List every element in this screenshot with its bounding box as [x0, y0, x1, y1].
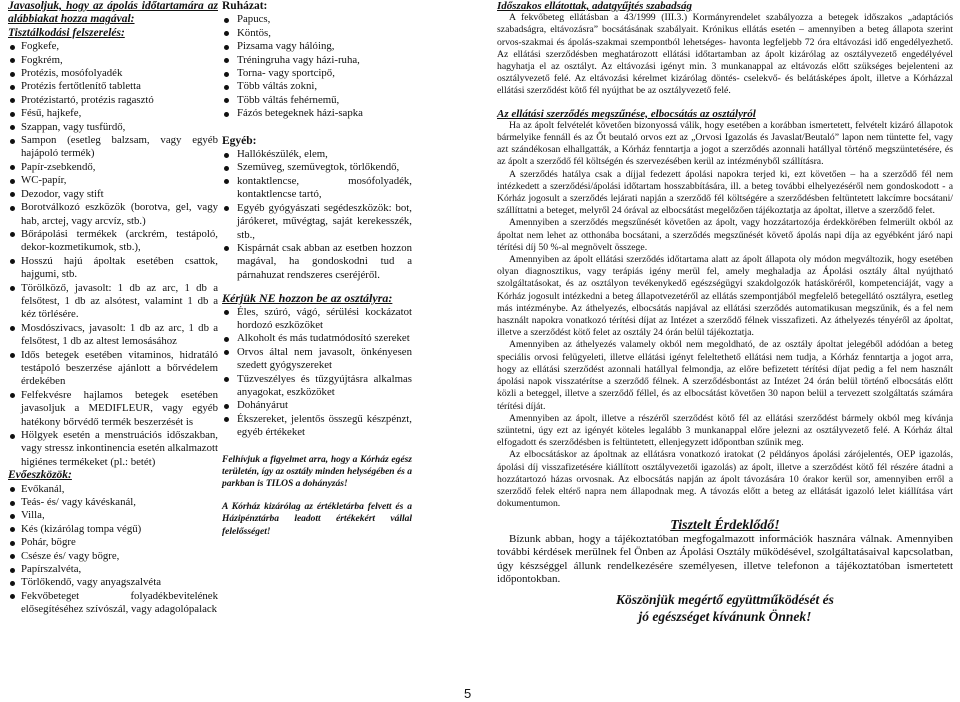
tools-item: Papírszalvéta,	[8, 563, 218, 576]
left-column	[8, 0, 218, 617]
personal-item: Protézis, mosófolyadék	[8, 67, 218, 80]
other-item: Kispárnát csak abban az esetben hozzon magával, ha gondoskodni tud a párnahuzat rendszeres cseréjéről.	[222, 242, 412, 282]
thanks-line-2: jó egészséget kívánunk Önnek!	[638, 608, 812, 624]
clothing-item: Papucs,	[222, 13, 412, 26]
termination-paragraph-6: Amennyiben az ápolt, illetve a részéről szerződést kötő fél az ellátási szerződést bármely okból meg kívánja szüntetni, úgy ezt az igényét köteles legalább 3 munkanappal előre jelezni az osztályvezető felé. A Kórház által elfogadott és szerződésben is feltüntetett, ellenjegyzett időpontban szűnik meg.	[497, 412, 953, 449]
other-item: kontaktlencse, mosófolyadék, kontaktlencse tartó,	[222, 175, 412, 202]
tools-item: Teás- és/ vagy kávéskanál,	[8, 496, 218, 509]
personal-item: Protézistartó, protézis ragasztó	[8, 94, 218, 107]
clothing-item: Több váltás zokni,	[222, 80, 412, 93]
other-item: Hallókészülék, elem,	[222, 148, 412, 161]
clothing-items-list	[222, 13, 412, 120]
clothing-item: Pizsama vagy hálóing,	[222, 40, 412, 53]
personal-item: Mosdószivacs, javasolt: 1 db az arc, 1 db a felsőtest, 1 db az altest lemosásához	[8, 322, 218, 349]
other-items-list	[222, 148, 412, 282]
dont-bring-item: Ékszereket, jelentős összegű készpénzt, egyéb értékeket	[222, 413, 412, 440]
dont-bring-item: Tűzveszélyes és tűzgyújtásra alkalmas anyagokat, eszközöket	[222, 373, 412, 400]
clothing-item: Fázós betegeknek házi-sapka	[222, 107, 412, 120]
other-item: Szemüveg, szemüvegtok, törlőkendő,	[222, 161, 412, 174]
other-item: Egyéb gyógyászati segédeszközök: bot, járókeret, művégtag, saját kerekesszék, stb.,	[222, 202, 412, 242]
tools-item: Villa,	[8, 509, 218, 522]
personal-heading: Tisztálkodási felszerelés:	[8, 26, 125, 39]
personal-item: Idős betegek esetében vitaminos, hidratáló testápoló beszerzése ajánlott a bőrvédelem érdekében	[8, 349, 218, 389]
personal-item: Sampon (esetleg balzsam, vagy egyéb hajápoló termék)	[8, 134, 218, 161]
tools-item: Kés (kizárólag tompa végű)	[8, 523, 218, 536]
dont-bring-list	[222, 306, 412, 440]
thanks-line-1: Köszönjük megértő együttműködését és	[616, 591, 834, 607]
tools-item: Csésze és/ vagy bögre,	[8, 550, 218, 563]
personal-item: Borotválkozó eszközök (borotva, gel, vagy hab, arctej, vagy arcvíz, stb.)	[8, 201, 218, 228]
termination-paragraph-2: A szerződés hatálya csak a díjjal fedezett ápolási napokra terjed ki, ezt követően – ha a szerződő fél nem intézkedett a szerződési/ápolási időtartam hosszabbítására, ill. a beteg további elhelyezéséről nem gondoskodott - a Kórház jogosult a szerződés lejárati napján a szerződő fél költségére a szerződésben feltüntetett lakcímre bocsátani/ szállíttatni a beteget, melyről 24 órával az elbocsátást megelőzően tájékoztatja az ápoltat, illetve a szerződő felet.	[497, 168, 953, 217]
dont-bring-item: Dohányárut	[222, 399, 412, 412]
right-column	[497, 0, 953, 625]
dont-bring-item: Éles, szúró, vágó, sérülési kockázatot hordozó eszközöket	[222, 306, 412, 333]
personal-item: Bőrápolási termékek (arckrém, testápoló, dekor-kozmetikumok, stb.),	[8, 228, 218, 255]
tools-item: Törlőkendő, vagy anyagszalvéta	[8, 576, 218, 589]
tools-item: Evőkanál,	[8, 483, 218, 496]
tools-items-list	[8, 483, 218, 617]
termination-heading: Az ellátási szerződés megszűnése, elbocsátás az osztályról	[497, 107, 756, 120]
termination-paragraph-5: Amennyiben az áthelyezés valamely okból nem megoldható, de az osztály ápoltat jelegéből adódóan a beteg speciális orvosi felügyeleti, illetve ellátási igényt feleltethető ellátási nem tudja, a Kórház fenntartja a jogot arra, hogy az ellátási szerződést azonnali hatállyal felmondja, az előre befizetett térítési díjat pedig a fel nem használt ápolási napok visszatérítse a szerződő félnek. A szerződésbontást az Intézet 24 órán belül történő elbocsátás előtt közli a beteggel, illetve a szerződő féllel, és az elbocsátást követően 30 napon belül a tervezett szolgáltatás számára térítési díját.	[497, 339, 953, 412]
closing-paragraph: Bízunk abban, hogy a tájékoztatóban megfogalmazott információk hasznára válnak. Amennyiben további kérdések merülnek fel Önben az Ápolási Osztály működésével, szolgáltatásaival kapcsolatban, úgy készséggel állunk rendelkezésére személyesen, illetve telefonon a tájékoztatóban ismertetett időpontokban.	[497, 532, 953, 586]
intro-heading: Javasoljuk, hogy az ápolás időtartamára az alábbiakat hozza magával:	[8, 0, 218, 26]
personal-item: Fogkefe,	[8, 40, 218, 53]
personal-item: Dezodor, vagy stift	[8, 188, 218, 201]
personal-item: Felfekvésre hajlamos betegek esetében javasoljuk a MEDIFLEUR, vagy egyéb hatékony bőrvédő termék beszerzését is	[8, 389, 218, 429]
clothing-item: Köntös,	[222, 27, 412, 40]
termination-paragraph-4: Amennyiben az ápolt ellátási szerződés időtartama alatt az ápolt állapota oly módon megváltozik, hogy esetében olyan diagnosztikus, vagy terápiás igény merül fel, amely meghaladja az Ápolási osztály által nyújtható szolgáltatásokat, és az osztályon tevékenykedő egészségügyi szakdolgozók hatásköréről, kompetenciáját, vagy a Kórház jogosult intézkedni a beteg állapotvezetéről az ellátás szempontjából megfelelő betegellátó osztályra, esetleg más intézménybe. Az áthelyezés, elbocsátás napjával az ellátási szerződés automatikusan megszűnik, és a fel nem használt napokra vonatkozó térítési díjat az Intézet a szerződő félnek visszafizeti. Az áthelyezés tényéről az ápoltat, illetve a szerződést kötő felet az osztály 24 órán belül tájékoztatja.	[497, 254, 953, 339]
dont-bring-heading: Kérjük NE hozzon be az osztályra:	[222, 291, 393, 306]
personal-item: Papír-zsebkendő,	[8, 161, 218, 174]
valuables-warning: A Kórház kizárólag az értékletárba felvett és a Házipénztárba leadott értékekért vállal felelősséget!	[222, 501, 412, 537]
tools-heading: Evőeszközök:	[8, 469, 72, 482]
clothing-heading: Ruházat:	[222, 0, 268, 12]
personal-items-list	[8, 40, 218, 469]
greeting-heading: Tisztelt Érdeklődő!	[670, 518, 780, 534]
termination-paragraph-7: Az elbocsátáskor az ápoltnak az ellátásra vonatkozó iratokat (2 példányos ápolási zárójelentés, OEP igazolás, ápolási díj visszafizetésére kiállított osztályvezetői igazolás) az ápolt, illetve a szerződést kötő fél részére átadni a hozzátartozó házas orvosnak. Az elbocsátás napján az ápolt távozására 10 órakor kerül sor, amennyiben erről a szerződő felek eltérő napra nem állapodnak meg. A távozás előtt a beteg az ellátását igazoló lelet kiállítása várt dokumentumon.	[497, 449, 953, 510]
personal-item: WC-papír,	[8, 174, 218, 187]
termination-paragraph-1: Ha az ápolt felvételét követően bizonyossá válik, hogy esetében a korábban ismertetett, felvételt kizáró állapotok bármelyike fennáll és az Őt beutaló orvos ezt az „Orvosi Igazolás és Javaslat/Beutaló” lapon nem tüntette fel, vagy azt szándékosan elhallgatták, a Kórház fenntartja a jogot a szerződés azonnali hatállyal történő megszüntetésére, és az ápolt a szerződő fél költségén és szervezésében kerül az intézményből szállításra.	[497, 119, 953, 168]
page-number: 5	[464, 686, 472, 701]
personal-item: Szappan, vagy tusfürdő,	[8, 121, 218, 134]
personal-item: Fésű, hajkefe,	[8, 107, 218, 120]
personal-item: Hölgyek esetén a menstruációs időszakban, vagy stressz inkontinencia esetén alkalmazott higiénes termékeket (pl.: betét)	[8, 429, 218, 469]
clothing-item: Tréningruha vagy házi-ruha,	[222, 54, 412, 67]
smoking-warning: Felhívjuk a figyelmet arra, hogy a Kórház egész területén, így az osztály minden helységében és a parkban is TILOS a dohányzás!	[222, 454, 412, 490]
dont-bring-item: Orvos által nem javasolt, önkényesen szedett gyógyszereket	[222, 346, 412, 373]
leave-paragraph: A fekvőbeteg ellátásban a 43/1999 (III.3.) Kormányrendelet szabályozza a betegek időszakos „adaptációs szabadságra, eltávozásra” bocsátásának szabályait. Krónikus ellátás esetén – amennyiben a beteg állapota szerint orvos-szakmai és ápolás-szakmai szempontból lehetséges- havonta legfeljebb 72 óra eltávozási idő engedélyezhető. Az ellátási szerződésben meghatározott ellátási időtartamban az ápolt kizárólag az osztályvezető engedélyével hagyhatja el az osztályt. Az eltávozási igényt min. 3 munkanappal az eltávozás előtt szükséges bejelenteni az osztályvezető felé. Az eltávozási kérelmet kizárólag döntés- cselekvő- és belátásképes ápolt, illetve a Kórházzal ellátási szerződést kötő fél nyújthat be az osztályvezető felé.	[497, 12, 953, 97]
termination-paragraph-3: Amennyiben a szerződés megszűnését követően az ápolt, vagy hozzátartozója érdekkörében felmerült okból az ápoltat nem lehet az otthonába bocsátani, a szerződés megszűnését követő ápolás napi díja az egyébként járó napi térítési díj 50 %-al megnövelt összege.	[497, 217, 953, 253]
tools-item: Fekvőbeteget folyadékbevitelének elősegítéséhez szívószál, vagy adagolópalack	[8, 590, 218, 617]
clothing-item: Torna- vagy sportcipő,	[222, 67, 412, 80]
dont-bring-item: Alkoholt és más tudatmódosító szereket	[222, 332, 412, 345]
middle-column	[222, 0, 412, 538]
personal-item: Törölköző, javasolt: 1 db az arc, 1 db a felsőtest, 1 db az alsótest, valamint 1 db a kéz törlésére.	[8, 282, 218, 322]
clothing-item: Több váltás fehérnemű,	[222, 94, 412, 107]
leave-heading: Időszakos ellátottak, adatgyűjtés szabadság	[497, 0, 692, 12]
other-heading: Egyéb:	[222, 134, 257, 147]
personal-item: Hosszú hajú ápoltak esetében csattok, hajgumi, stb.	[8, 255, 218, 282]
personal-item: Protézis fertőtlenítő tabletta	[8, 80, 218, 93]
personal-item: Fogkrém,	[8, 54, 218, 67]
tools-item: Pohár, bögre	[8, 536, 218, 549]
